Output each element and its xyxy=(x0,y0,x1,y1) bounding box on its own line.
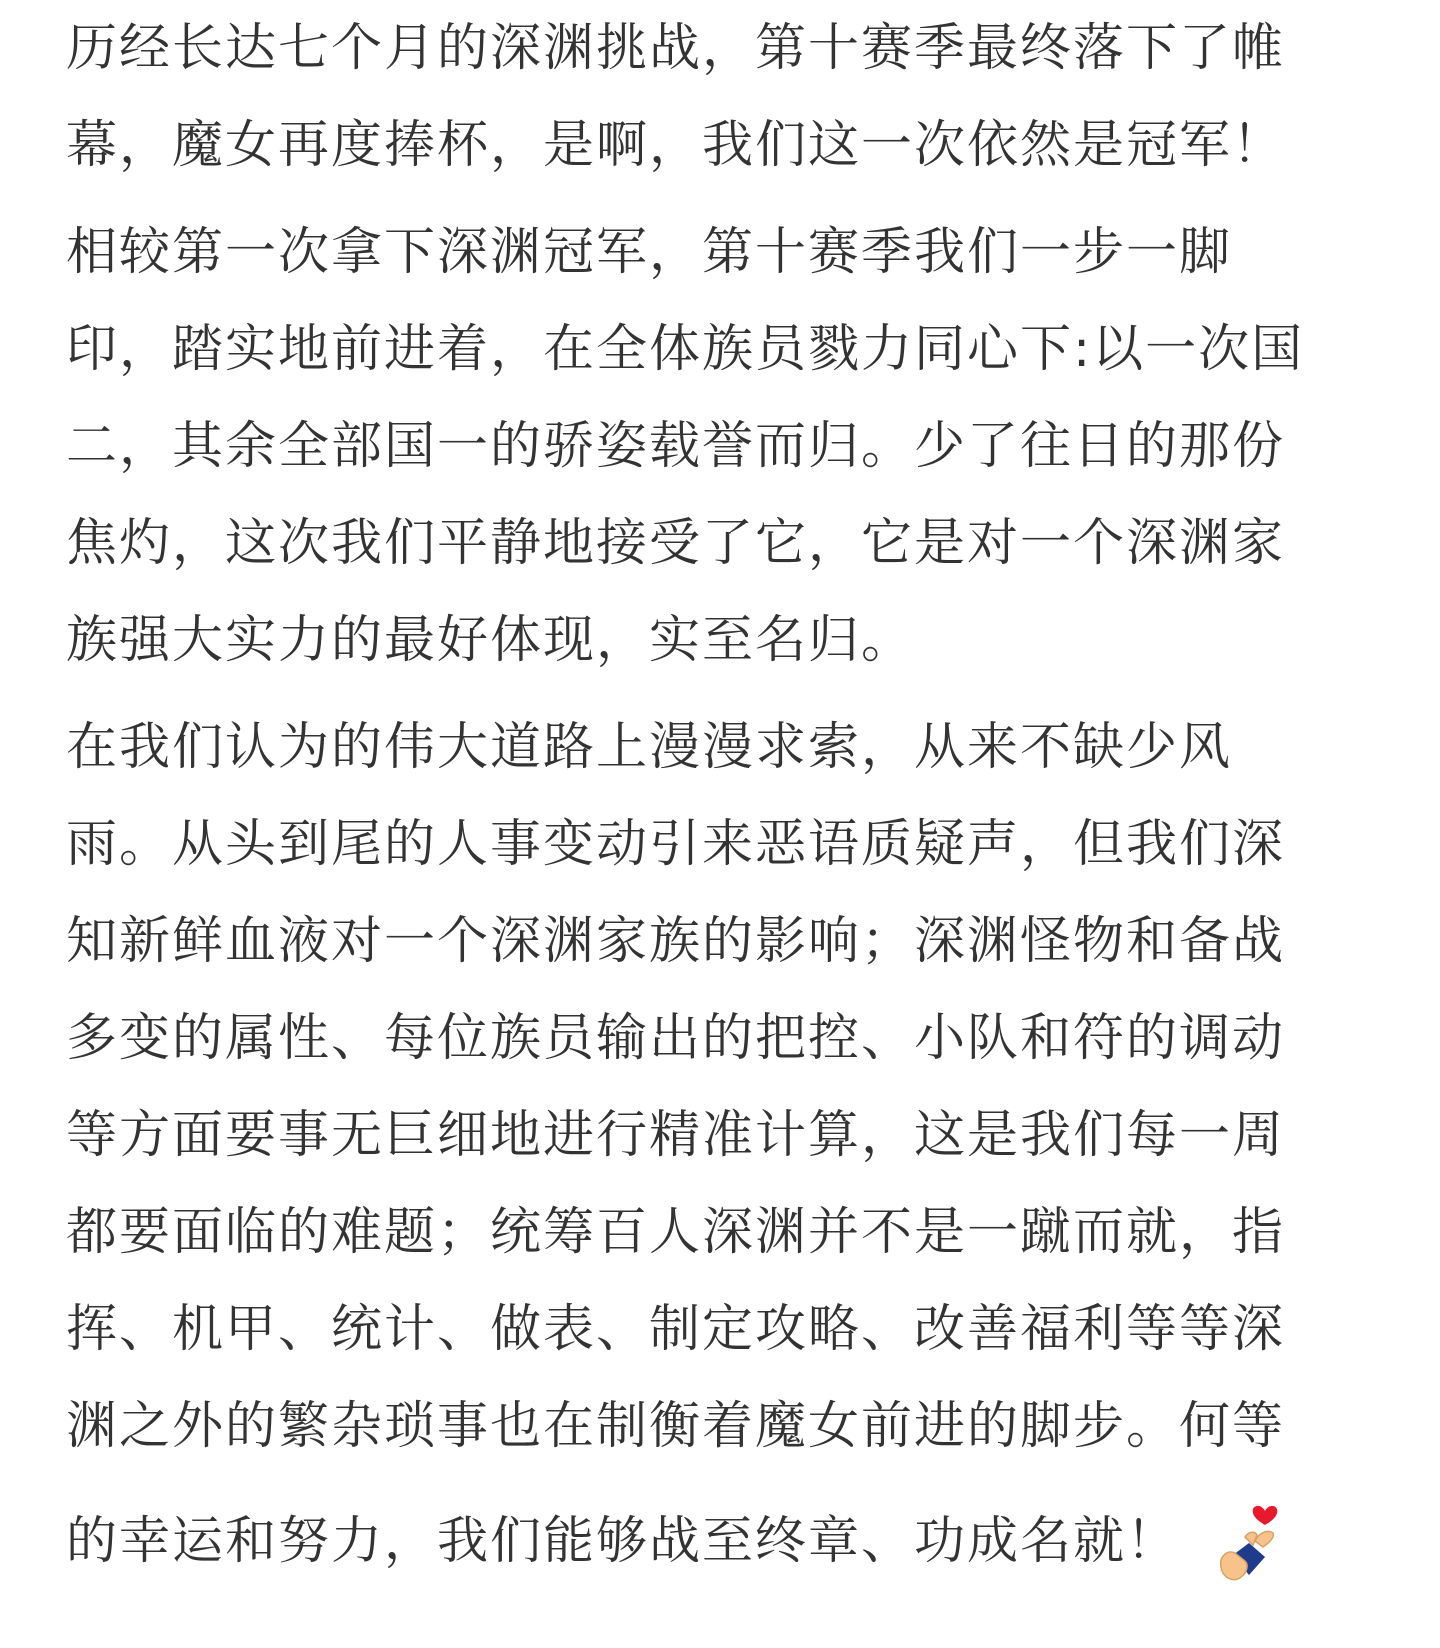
paragraph-3 xyxy=(66,699,1396,1590)
paragraph-2 xyxy=(66,204,1396,689)
text-line: 幕，魔女再度捧杯，是啊，我们这一次依然是冠军！ xyxy=(66,116,1286,175)
text-line: 在我们认为的伟大道路上漫漫求索，从来不缺少风 xyxy=(66,718,1233,777)
text-line: 雨。从头到尾的人事变动引来恶语质疑声，但我们深 xyxy=(66,815,1286,874)
text-line: 历经长达七个月的深渊挑战，第十赛季最终落下了帷 xyxy=(66,19,1286,78)
final-line xyxy=(66,1493,1396,1590)
text-line: 的幸运和努力，我们能够战至终章、功成名就！ xyxy=(66,1512,1180,1571)
text-line: 二，其余全部国一的骄姿载誉而归。少了往日的那份 xyxy=(66,417,1286,476)
text-line: 渊之外的繁杂琐事也在制衡着魔女前进的脚步。何等 xyxy=(66,1397,1286,1456)
text-line: 印，踏实地前进着，在全体族员戮力同心下:以一次国 xyxy=(66,320,1305,379)
text-line: 知新鲜血液对一个深渊家族的影响；深渊怪物和备战 xyxy=(66,912,1286,971)
paragraph-1 xyxy=(66,0,1396,194)
text-line: 相较第一次拿下深渊冠军，第十赛季我们一步一脚 xyxy=(66,223,1233,282)
text-line: 多变的属性、每位族员输出的把控、小队和符的调动 xyxy=(66,1009,1286,1068)
text-line: 挥、机甲、统计、做表、制定攻略、改善福利等等深 xyxy=(66,1300,1286,1359)
text-line: 族强大实力的最好体现，实至名归。 xyxy=(66,611,915,670)
text-line: 都要面临的难题；统筹百人深渊并不是一蹴而就，指 xyxy=(66,1203,1286,1262)
text-line: 等方面要事无巨细地进行精准计算，这是我们每一周 xyxy=(66,1106,1286,1165)
text-line: 焦灼，这次我们平静地接受了它，它是对一个深渊家 xyxy=(66,514,1286,573)
heart-hand-emoji-icon xyxy=(1215,1497,1295,1587)
article-body xyxy=(66,0,1396,1600)
